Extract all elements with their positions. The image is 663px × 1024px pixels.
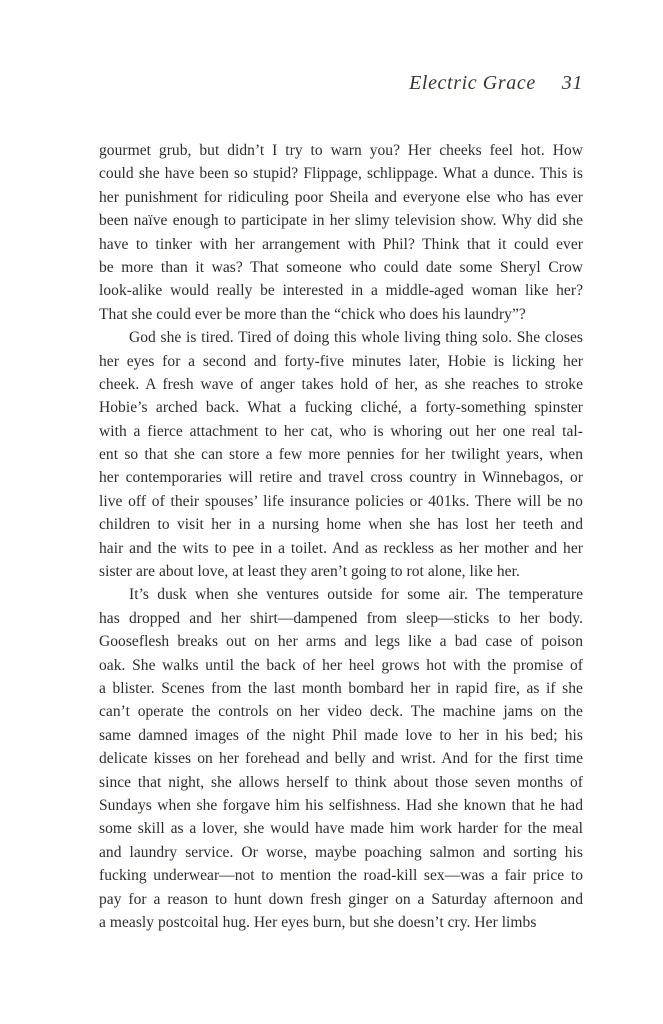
paragraph	[99, 583, 583, 934]
text-line: look-alike would really be interested in a middle-aged woman like her?	[99, 282, 583, 300]
text-line: cheek. A fresh wave of anger takes hold of her, as she reaches to stroke	[99, 375, 583, 393]
text-line: her eyes for a second and forty-five minutes later, Hobie is licking her	[99, 352, 583, 370]
text-line: her contemporaries will retire and travel cross country in Winnebagos, or	[99, 469, 583, 487]
text-line: can’t operate the controls on her video deck. The machine jams on the	[99, 703, 583, 721]
text-line: been naïve enough to participate in her slimy television show. Why did she	[99, 212, 583, 230]
book-title: Electric Grace	[409, 72, 536, 94]
text-line: sister are about love, at least they aren’t going to rot alone, like her.	[99, 563, 520, 581]
text-line: gourmet grub, but didn’t I try to warn you? Her cheeks feel hot. How	[99, 142, 583, 159]
text-line: same damned images of the night Phil made love to her in his bed; his	[99, 726, 583, 744]
text-line: It’s dusk when she ventures outside for some air. The temperature	[129, 586, 583, 604]
text-line: God she is tired. Tired of doing this whole living thing solo. She closes	[129, 329, 583, 347]
text-line: could she have been so stupid? Flippage, schlippage. What a dunce. This is	[99, 165, 583, 183]
text-line: has dropped and her shirt—dampened from sleep—sticks to her body.	[99, 609, 583, 627]
text-line: Gooseflesh breaks out on her arms and legs like a bad case of poison	[99, 633, 583, 651]
text-line: Hobie’s arched back. What a fucking cliché, a forty-something spinster	[99, 399, 583, 417]
text-line: ent so that she can store a few more pennies for her twilight years, when	[99, 446, 583, 464]
text-line: delicate kisses on her forehead and belly and wrist. And for the first time	[99, 750, 583, 768]
text-line: since that night, she allows herself to think about those seven months of	[99, 773, 583, 791]
paragraph	[99, 326, 583, 583]
page-number: 31	[561, 72, 583, 94]
text-line: fucking underwear—not to mention the road-kill sex—was a fair price to	[99, 867, 583, 885]
text-line: live off of their spouses’ life insurance policies or 401ks. There will be no	[99, 492, 583, 510]
text-line: children to visit her in a nursing home when she has lost her teeth and	[99, 516, 583, 534]
page-body	[99, 139, 583, 934]
running-header	[99, 72, 583, 95]
paragraph	[99, 139, 583, 326]
text-line: some skill as a lover, she would have made him work harder for the meal	[99, 820, 583, 838]
text-line: and laundry service. Or worse, maybe poaching salmon and sorting his	[99, 843, 583, 861]
text-line: be more than it was? That someone who could date some Sheryl Crow	[99, 258, 583, 276]
text-line: oak. She walks until the back of her heel grows hot with the promise of	[99, 656, 583, 674]
text-line: hair and the wits to pee in a toilet. And as reckless as her mother and her	[99, 539, 583, 557]
text-line: a measly postcoital hug. Her eyes burn, but she doesn’t cry. Her limbs	[99, 913, 537, 931]
text-line: Sundays when she forgave him his selfishness. Had she known that he had	[99, 796, 583, 814]
text-line: pay for a reason to hunt down fresh ginger on a Saturday afternoon and	[99, 890, 583, 908]
text-line: have to tinker with her arrangement with Phil? Think that it could ever	[99, 235, 583, 253]
text-line: her punishment for ridiculing poor Sheila and everyone else who has ever	[99, 188, 583, 206]
text-line: a blister. Scenes from the last month bombard her in rapid fire, as if she	[99, 679, 583, 697]
text-line: That she could ever be more than the “chick who does his laundry”?	[99, 305, 526, 323]
text-line: with a fierce attachment to her cat, who is whoring out her one real tal-	[99, 422, 583, 440]
